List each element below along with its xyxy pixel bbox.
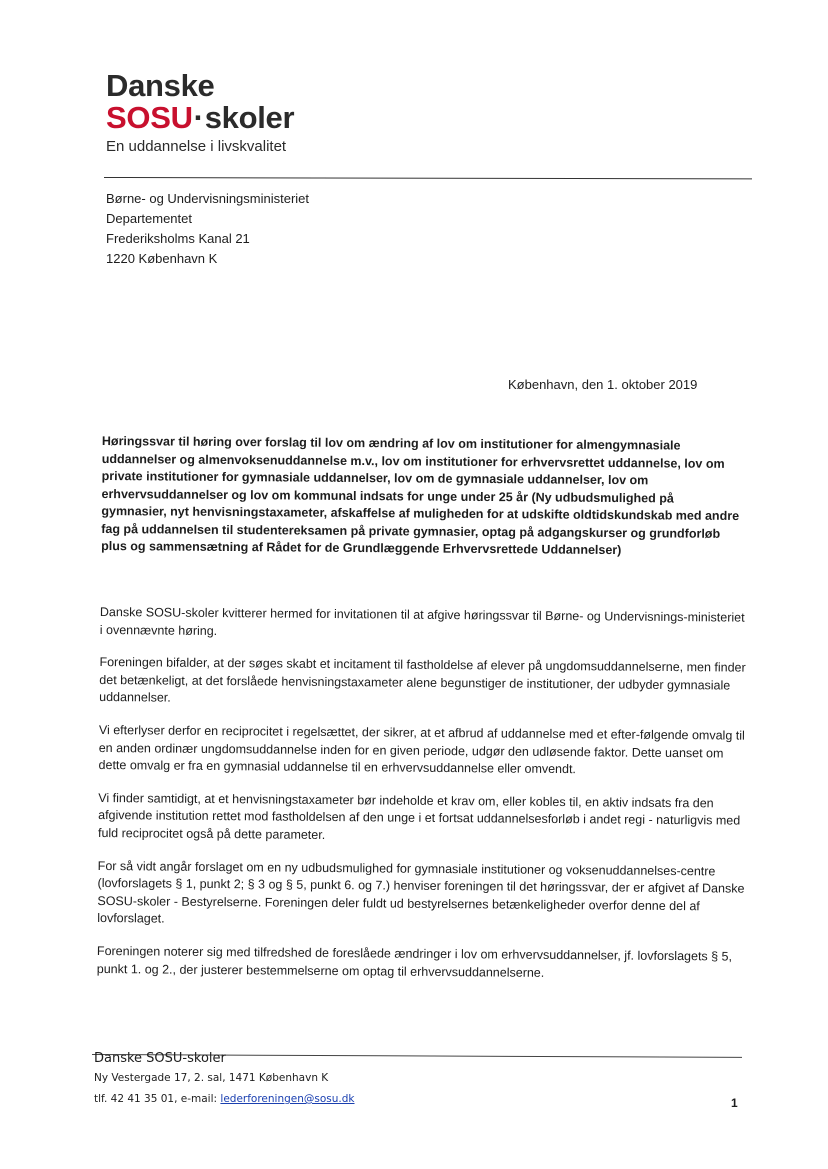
- recipient-line: Børne- og Undervisningsministeriet: [106, 191, 310, 206]
- page-number: 1: [731, 1096, 738, 1110]
- recipient-line: 1220 København K: [106, 251, 218, 266]
- body-paragraph: For så vidt angår forslaget om en ny udbudsmulighed for gymnasiale institutioner og voksenuddannelses-centre (lovforslagets § 1, punkt 2; § 3 og § 5, punkt 6. og 7.) henviser foreningen til det høringssvar, der er afgivet af Danske SOSU-skoler - Bestyrelserne. Foreningen deler fuldt ud bestyrelsernes betænkeligheder overfor denne del af lovforslaget.: [97, 858, 745, 926]
- letter-date: København, den 1. oktober 2019: [508, 377, 698, 392]
- logo-tagline: En uddannelse i livskvalitet: [106, 138, 287, 155]
- logo-sosu: SOSU: [106, 100, 193, 135]
- footer-email-link[interactable]: lederforeningen@sosu.dk: [220, 1093, 355, 1105]
- footer-address: Ny Vestergade 17, 2. sal, 1471 København K: [94, 1072, 329, 1084]
- logo-dot: ·: [193, 100, 204, 135]
- logo-word-sosu-skoler: [106, 102, 294, 134]
- body-paragraph: Danske SOSU-skoler kvitterer hermed for invitationen til at afgive høringssvar til Børne- og Undervisnings-ministeriet i ovennævnte høring.: [99, 604, 745, 638]
- body-paragraph: Vi finder samtidigt, at et henvisningstaxameter bør indeholde et krav om, eller kobles til, en aktiv indsats fra den afgivende institution rettet mod fastholdelsen af den unge i et fortsat uddannelsesforløb i andet regi - naturligvis med fuld reciprocitet også på dette parameter.: [97, 790, 741, 842]
- body-paragraph: Foreningen noterer sig med tilfredshed de foreslåede ændringer i lov om erhvervsuddannelser, jf. lovforslagets § 5, punkt 1. og 2., der justerer bestemmelserne om optag til erhvervsuddannelserne.: [96, 943, 733, 980]
- header-divider: [104, 177, 752, 179]
- footer-organization: Danske SOSU-skoler: [94, 1051, 226, 1066]
- logo-word-danske: Danske: [106, 68, 215, 103]
- danske-sosu-skoler-logo: [106, 70, 294, 155]
- letter-body: [97, 604, 750, 999]
- footer-contact: [94, 1089, 355, 1110]
- letter-subject: Høringssvar til høring over forslag til lov om ændring af lov om institutioner for almengymnasiale uddannelser og almenvoksenuddannelse m.v., lov om institutioner for erhvervsrettet uddannelse, lov om private institutioner for gymnasiale uddannelser, lov om de gymnasiale uddannelser, lov om erhvervsuddannelser og lov om kommunal indsats for unge under 25 år (Ny udbudsmulighed på gymnasier, nyt henvisningstaxameter, afskaffelse af muligheden for at udskifte oldtidskundskab med andre fag på uddannelsen til studentereksamen på private gymnasier, optag på adgangskurser og grundforløb plus og sammensætning af Rådet for de Grundlæggende Erhvervsrettede Uddannelser): [101, 433, 740, 558]
- body-paragraph: Vi efterlyser derfor en reciprocitet i regelsættet, der sikrer, at et afbrud af uddannelse med et efter-følgende omvalg til en anden ordinær ungdomsuddannelse inden for en given periode, udgør den udløsende faktor. Dette uanset om dette omvalg er fra en gymnasial uddannelse til en erhvervsuddannelse eller omvendt.: [98, 722, 745, 777]
- body-paragraph: Foreningen bifalder, at der søges skabt et incitament til fastholdelse af elever på ungdomsuddannelserne, men finder det betænkeligt, at det forslåede henvisningstaxameter alene begunstiger de institutioner, der udbyder gymnasiale uddannelser.: [99, 655, 746, 705]
- recipient-line: Frederiksholms Kanal 21: [106, 231, 250, 246]
- footer-phone: tlf. 42 41 35 01, e-mail:: [94, 1093, 221, 1105]
- letter-footer: [94, 1050, 355, 1110]
- logo-skoler: skoler: [204, 100, 295, 135]
- recipient-address: [106, 189, 309, 269]
- recipient-line: Departementet: [106, 211, 192, 226]
